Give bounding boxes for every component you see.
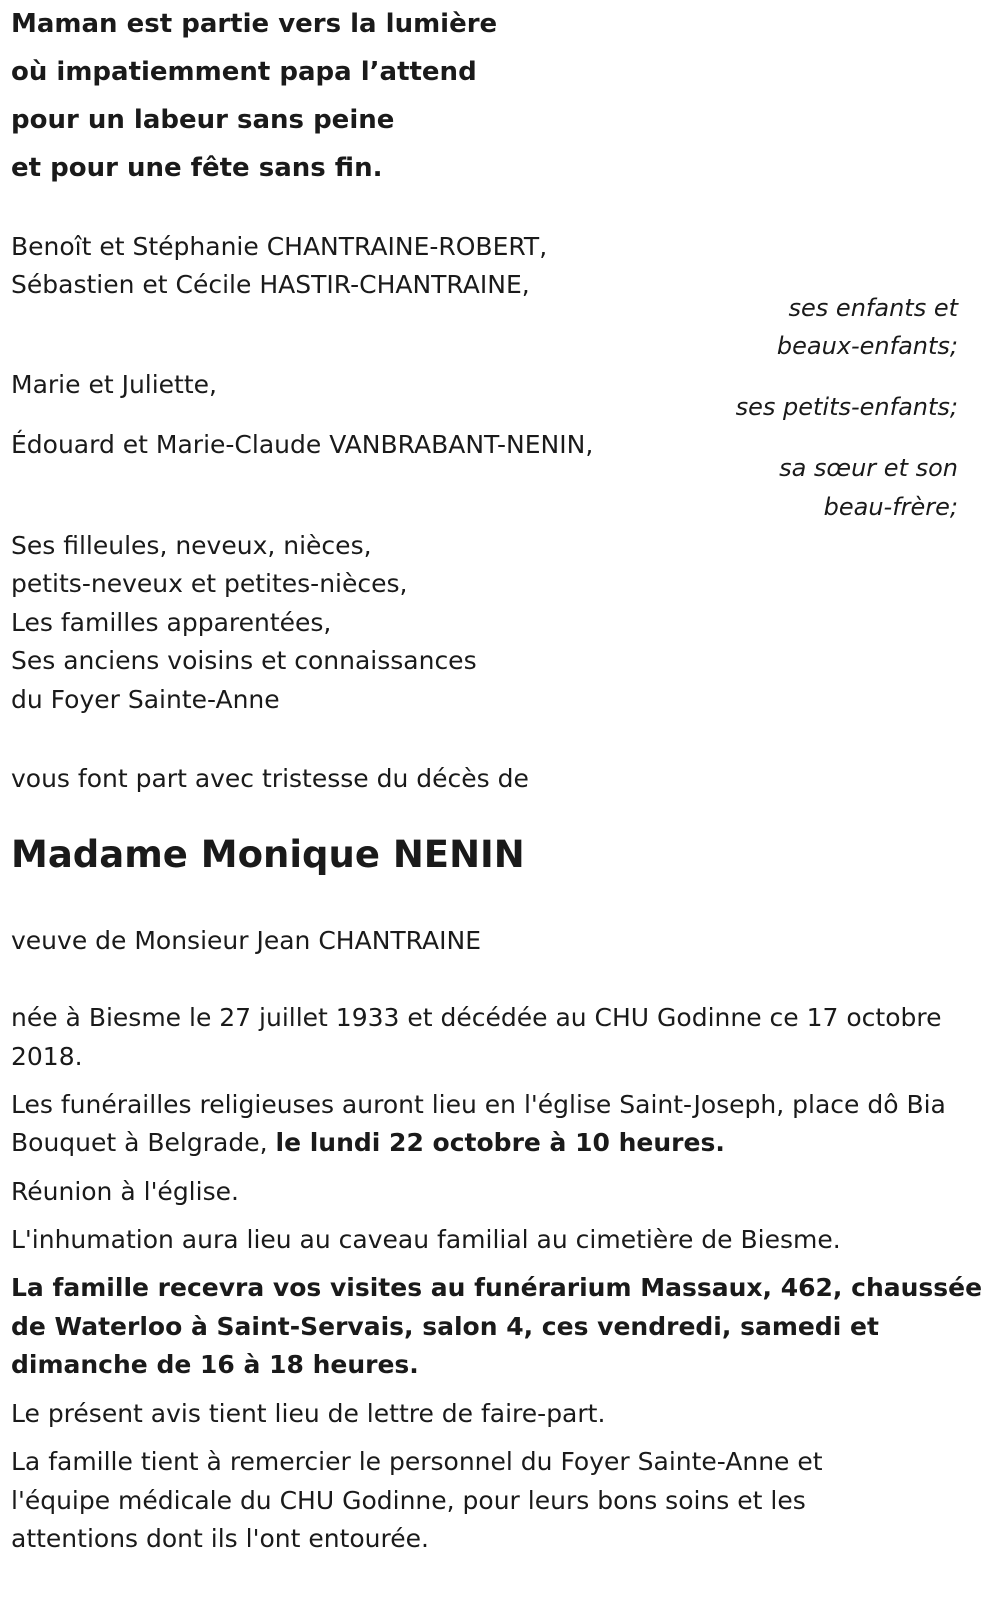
funeral-line-1: Les funérailles religieuses auront lieu en l'église Saint-Joseph, place dô Bia — [11, 1090, 946, 1119]
poem-line-4: et pour une fête sans fin. — [11, 153, 383, 183]
visits-line-2: de Waterloo à Saint-Servais, salon 4, ces vendredi, samedi et — [11, 1312, 879, 1341]
funeral-date-time: le lundi 22 octobre à 10 heures. — [275, 1128, 725, 1157]
visits-line-1: La famille recevra vos visites au funérarium Massaux, 462, chaussée — [11, 1273, 983, 1302]
poem-line-1: Maman est partie vers la lumière — [11, 9, 498, 39]
poem-line-3: pour un labeur sans peine — [11, 105, 395, 135]
others-line-4: Ses anciens voisins et connaissances — [11, 646, 477, 675]
birth-death-line-1: née à Biesme le 27 juillet 1933 et décédée au CHU Godinne ce 17 octobre — [11, 1003, 942, 1032]
thanks-line-1: La famille tient à remercier le personnel du Foyer Sainte-Anne et — [11, 1447, 823, 1476]
thanks-line-2: l'équipe médicale du CHU Godinne, pour leurs bons soins et les — [11, 1486, 806, 1515]
funeral-location-text: Bouquet à Belgrade, — [11, 1128, 276, 1157]
notice-line: Le présent avis tient lieu de lettre de faire-part. — [11, 1399, 606, 1428]
children-line-2: Sébastien et Cécile HASTIR-CHANTRAINE, — [11, 270, 530, 299]
others-line-1: Ses filleules, neveux, nièces, — [11, 531, 372, 560]
announcement-line: vous font part avec tristesse du décès de — [11, 764, 529, 793]
meeting-line: Réunion à l'église. — [11, 1177, 239, 1206]
burial-line: L'inhumation aura lieu au caveau familial au cimetière de Biesme. — [11, 1225, 841, 1254]
children-role-line-2: beaux-enfants; — [776, 332, 958, 360]
visits-line-3: dimanche de 16 à 18 heures. — [11, 1350, 419, 1379]
sister-role-line-2: beau-frère; — [823, 493, 958, 521]
grandchildren-role: ses petits-enfants; — [735, 393, 958, 421]
children-role-line-1: ses enfants et — [788, 294, 958, 322]
others-line-3: Les familles apparentées, — [11, 608, 332, 637]
birth-death-line-2: 2018. — [11, 1042, 83, 1071]
others-line-5: du Foyer Sainte-Anne — [11, 685, 280, 714]
sister-role-line-1: sa sœur et son — [779, 454, 958, 482]
widow-of-line: veuve de Monsieur Jean CHANTRAINE — [11, 926, 481, 955]
funeral-line-2 — [11, 1128, 725, 1157]
deceased-name: Madame Monique NENIN — [11, 833, 525, 876]
sister-line: Édouard et Marie-Claude VANBRABANT-NENIN, — [11, 430, 594, 459]
thanks-line-3: attentions dont ils l'ont entourée. — [11, 1524, 429, 1553]
others-line-2: petits-neveux et petites-nièces, — [11, 569, 408, 598]
grandchildren-line: Marie et Juliette, — [11, 370, 217, 399]
children-line-1: Benoît et Stéphanie CHANTRAINE-ROBERT, — [11, 232, 548, 261]
poem-line-2: où impatiemment papa l’attend — [11, 57, 477, 87]
